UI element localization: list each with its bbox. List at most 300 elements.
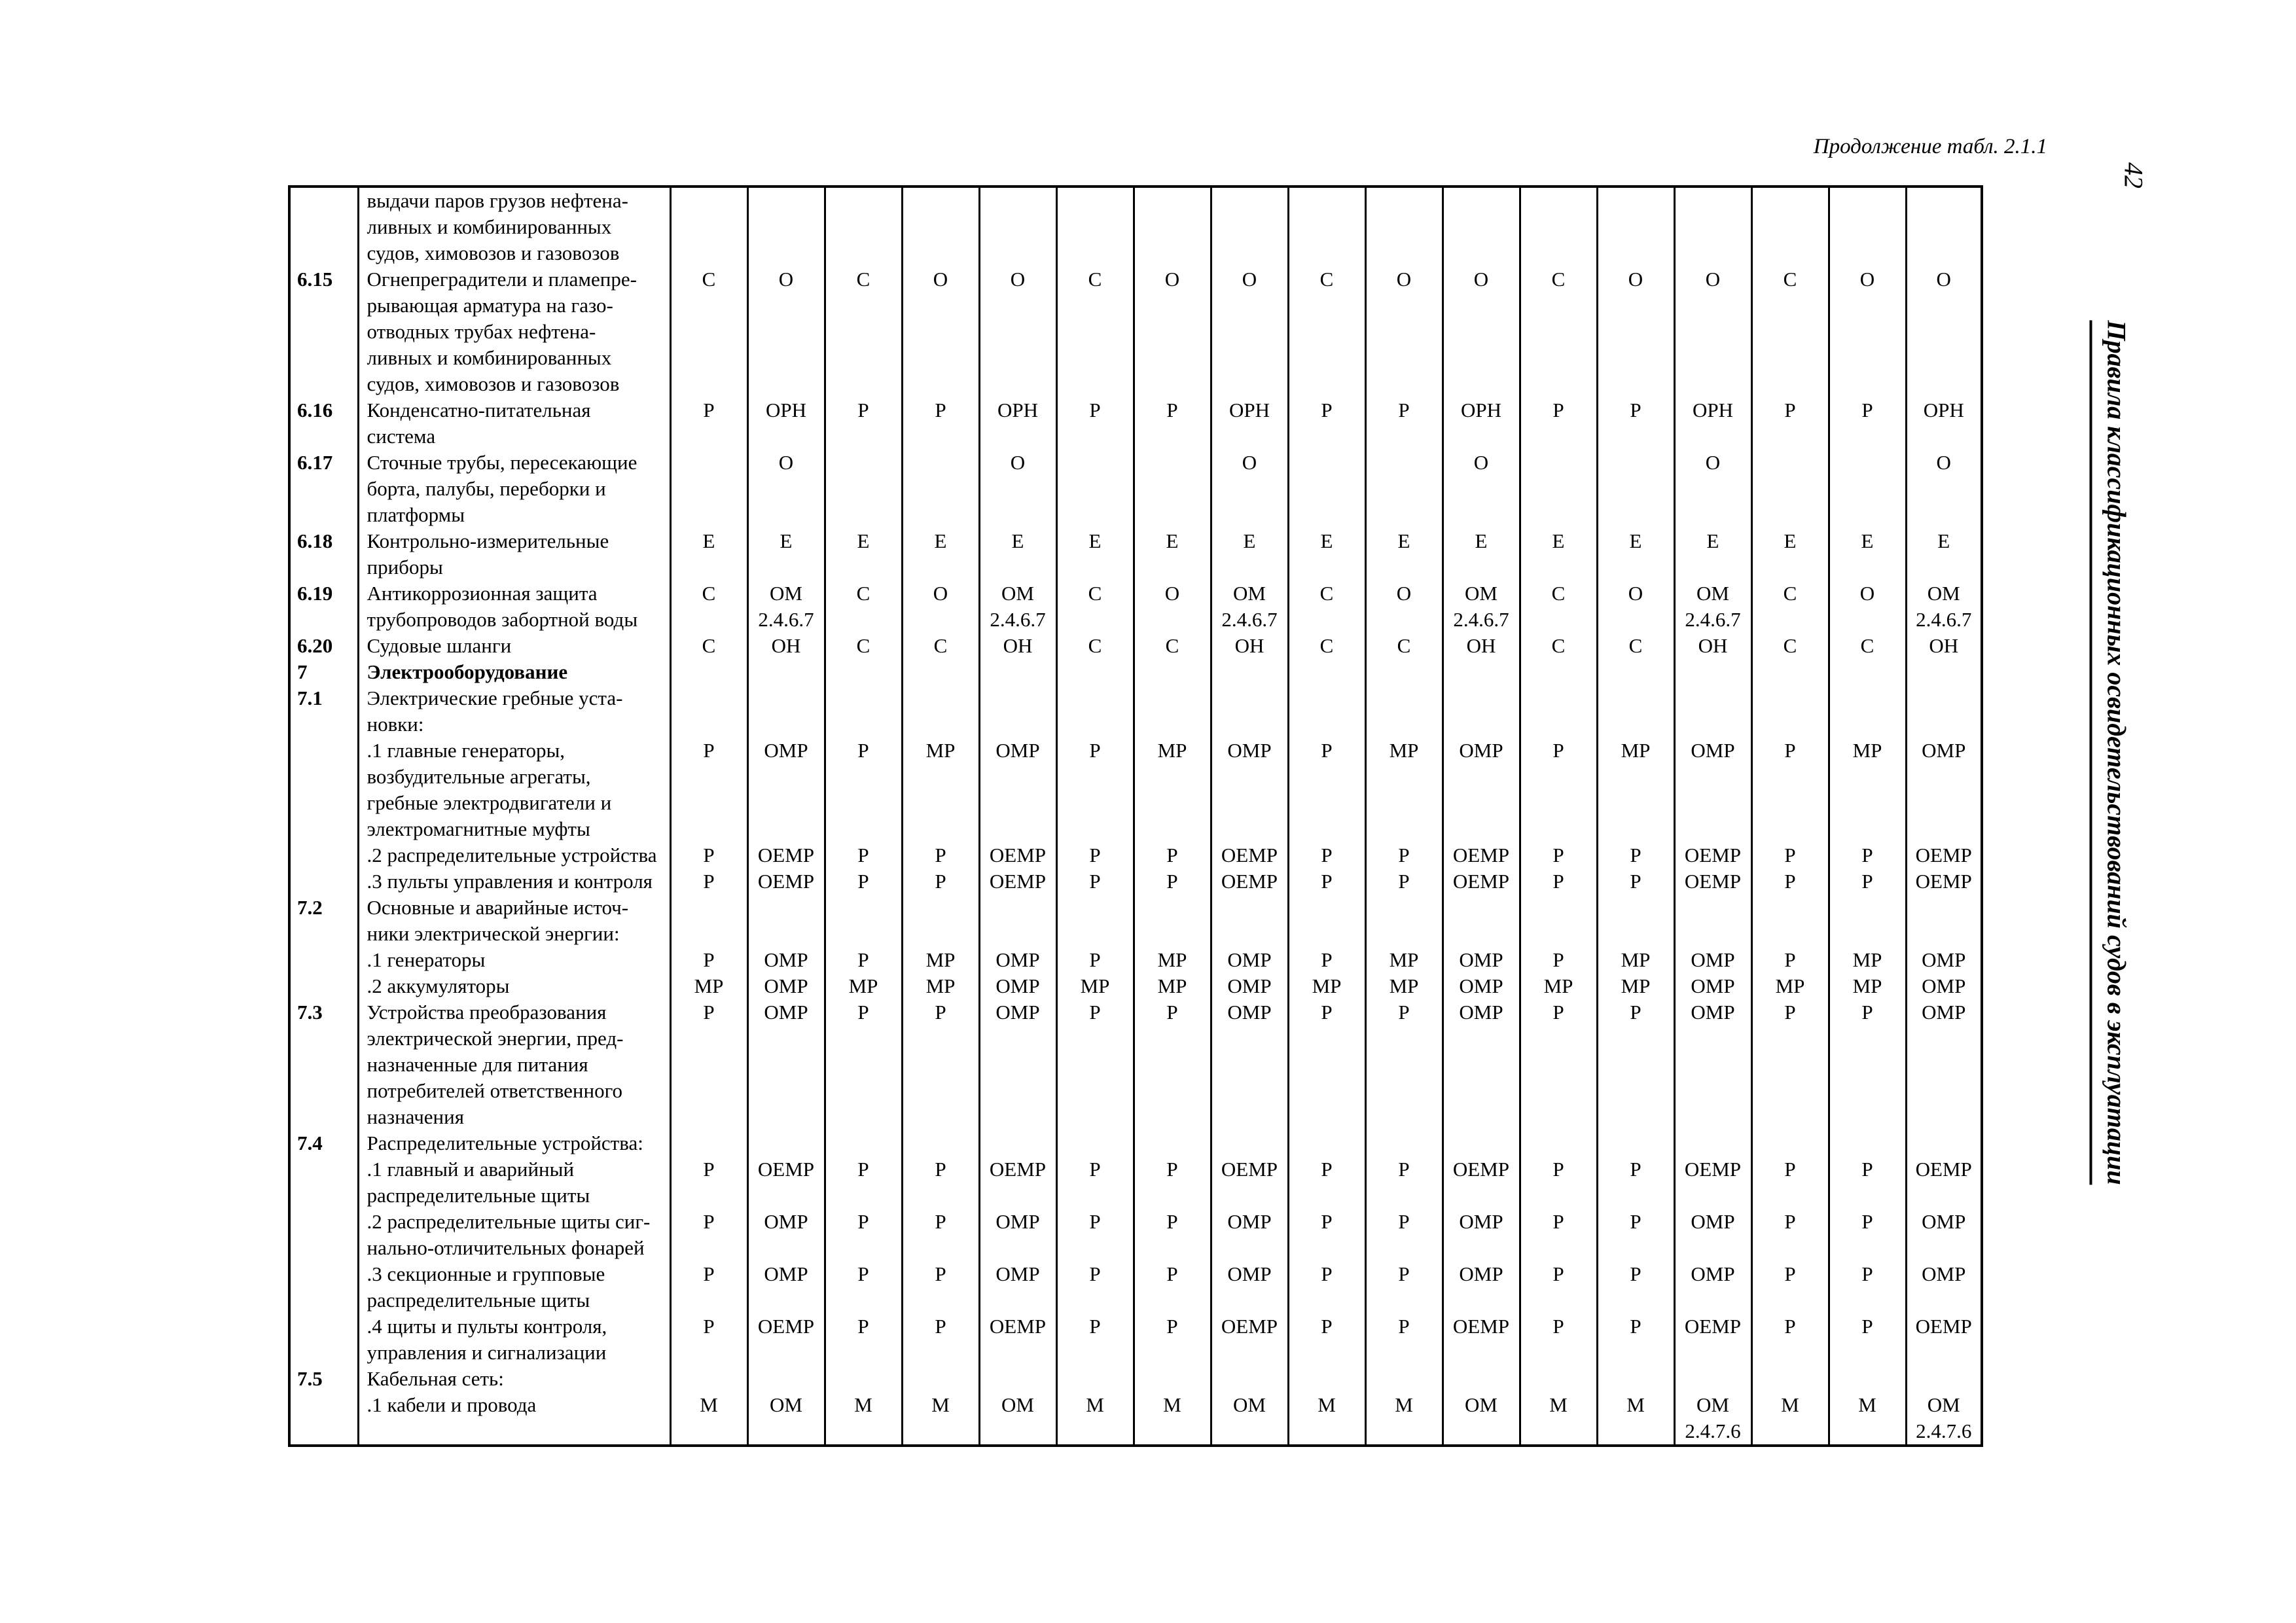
survey-code-cell: ОРН xyxy=(979,397,1056,450)
row-item-name: .1 главные генераторы, возбудительные агрегаты, гребные электродвигатели и электромагнитные муфты xyxy=(358,738,670,842)
survey-code-cell: Р xyxy=(825,1209,902,1261)
row-item-name: .3 пульты управления и контроля xyxy=(358,868,670,895)
survey-code-cell: ОМР xyxy=(1674,1261,1751,1313)
survey-code-cell: ОМ xyxy=(747,1392,825,1446)
survey-code-cell: Р xyxy=(1829,1261,1906,1313)
survey-code-cell: Р xyxy=(902,999,979,1130)
survey-code-cell: Р xyxy=(670,947,747,973)
survey-code-cell xyxy=(1365,1366,1443,1392)
row-item-name: Конденсатно-питательная система xyxy=(358,397,670,450)
survey-code-cell: Р xyxy=(825,999,902,1130)
survey-code-cell xyxy=(1751,659,1829,685)
survey-code-cell: С xyxy=(825,580,902,633)
running-title-text: Правила классификационных освидетельствований судов в эксплуатации xyxy=(2090,320,2132,1185)
survey-code-cell: С xyxy=(670,580,747,633)
survey-code-cell: О xyxy=(1597,580,1674,633)
survey-code-cell xyxy=(670,895,747,947)
survey-code-cell xyxy=(1597,1366,1674,1392)
survey-code-cell xyxy=(1056,685,1134,738)
row-item-name: .2 распределительные устройства xyxy=(358,842,670,868)
survey-code-cell xyxy=(1443,895,1520,947)
survey-code-cell: О xyxy=(1674,266,1751,397)
survey-code-cell xyxy=(670,685,747,738)
row-number xyxy=(289,1156,358,1209)
survey-code-cell: О xyxy=(1134,266,1211,397)
survey-code-cell: С xyxy=(670,633,747,659)
survey-code-cell: ОМР xyxy=(1211,999,1288,1130)
survey-code-cell xyxy=(1597,450,1674,528)
row-number: 7.1 xyxy=(289,685,358,738)
survey-code-cell xyxy=(1134,187,1211,266)
table-row xyxy=(289,1156,1982,1209)
survey-code-cell: МР xyxy=(1597,973,1674,999)
survey-code-cell: ОЕМР xyxy=(979,842,1056,868)
survey-code-cell: Р xyxy=(1288,1313,1365,1366)
survey-code-cell: Е xyxy=(1751,528,1829,580)
survey-code-cell: О xyxy=(1443,450,1520,528)
survey-code-cell: Е xyxy=(1211,528,1288,580)
survey-code-cell: Р xyxy=(670,738,747,842)
survey-code-cell: О xyxy=(1829,580,1906,633)
survey-code-cell: Р xyxy=(1751,947,1829,973)
survey-code-cell: Р xyxy=(1751,397,1829,450)
survey-code-cell: МР xyxy=(1365,947,1443,973)
survey-code-cell: ОМ 2.4.6.7 xyxy=(1674,580,1751,633)
survey-code-cell: Р xyxy=(1520,947,1597,973)
survey-code-cell: М xyxy=(902,1392,979,1446)
survey-code-cell: ОМР xyxy=(979,1261,1056,1313)
survey-code-cell: ОРН xyxy=(1906,397,1982,450)
survey-code-cell: Р xyxy=(1056,738,1134,842)
survey-code-cell: МР xyxy=(1751,973,1829,999)
survey-code-cell xyxy=(1674,1130,1751,1156)
row-item-name: Сточные трубы, пересекающие борта, палубы, переборки и платформы xyxy=(358,450,670,528)
survey-code-cell xyxy=(902,187,979,266)
survey-code-cell: ОРН xyxy=(1211,397,1288,450)
survey-code-cell: Р xyxy=(1288,1261,1365,1313)
survey-code-cell: Е xyxy=(670,528,747,580)
survey-code-cell xyxy=(1829,1366,1906,1392)
table-row xyxy=(289,868,1982,895)
survey-code-cell: С xyxy=(1520,266,1597,397)
survey-code-cell xyxy=(1520,1366,1597,1392)
survey-code-cell: ОМР xyxy=(1211,973,1288,999)
survey-code-cell: МР xyxy=(1597,738,1674,842)
survey-code-cell xyxy=(979,187,1056,266)
survey-code-cell xyxy=(1288,685,1365,738)
survey-code-cell: Р xyxy=(1134,397,1211,450)
survey-code-cell xyxy=(1443,187,1520,266)
survey-code-cell xyxy=(1443,1366,1520,1392)
row-item-name: Огнепреградители и пламепре- рывающая арматура на газо- отводных трубах нефтена- ливных и комбинированных судов, химовозов и газовозов xyxy=(358,266,670,397)
survey-code-cell xyxy=(1674,187,1751,266)
survey-code-cell xyxy=(670,450,747,528)
survey-code-cell xyxy=(1056,659,1134,685)
survey-code-cell: Р xyxy=(670,868,747,895)
row-item-name: .2 аккумуляторы xyxy=(358,973,670,999)
row-item-name: Электрические гребные уста- новки: xyxy=(358,685,670,738)
survey-code-cell: Е xyxy=(902,528,979,580)
survey-code-cell: ОМР xyxy=(1906,947,1982,973)
survey-code-cell: Р xyxy=(1134,999,1211,1130)
survey-code-cell: ОН xyxy=(1443,633,1520,659)
survey-code-cell: ОЕМР xyxy=(1211,868,1288,895)
survey-code-cell: О xyxy=(1134,580,1211,633)
survey-code-cell: Р xyxy=(1597,1156,1674,1209)
survey-code-cell: Р xyxy=(1597,1313,1674,1366)
table-row xyxy=(289,1209,1982,1261)
row-number: 6.18 xyxy=(289,528,358,580)
survey-code-cell: ОМР xyxy=(1906,999,1982,1130)
survey-code-cell: О xyxy=(1211,450,1288,528)
survey-code-cell: С xyxy=(1751,266,1829,397)
survey-code-cell: МР xyxy=(902,947,979,973)
survey-code-cell: ОЕМР xyxy=(747,868,825,895)
survey-code-cell: Р xyxy=(1520,999,1597,1130)
survey-code-cell: О xyxy=(1365,580,1443,633)
survey-code-cell: МР xyxy=(1829,973,1906,999)
survey-code-cell: ОМР xyxy=(1443,1261,1520,1313)
table-row xyxy=(289,842,1982,868)
row-number xyxy=(289,1392,358,1446)
survey-code-cell: Е xyxy=(825,528,902,580)
survey-code-cell: Е xyxy=(747,528,825,580)
survey-code-cell xyxy=(1751,685,1829,738)
survey-code-cell: С xyxy=(1597,633,1674,659)
survey-code-cell: Р xyxy=(825,842,902,868)
table-row xyxy=(289,1130,1982,1156)
survey-code-cell: ОМР xyxy=(1211,1261,1288,1313)
survey-code-cell: ОН xyxy=(979,633,1056,659)
row-number: 7.5 xyxy=(289,1366,358,1392)
survey-code-cell: С xyxy=(1134,633,1211,659)
survey-code-cell: Р xyxy=(1365,842,1443,868)
survey-code-cell: ОМР xyxy=(979,999,1056,1130)
survey-code-cell: Р xyxy=(902,1209,979,1261)
survey-code-cell: МР xyxy=(1520,973,1597,999)
survey-code-cell: Р xyxy=(1056,1156,1134,1209)
survey-code-cell: Р xyxy=(1056,842,1134,868)
survey-code-cell: ОМР xyxy=(1906,1261,1982,1313)
survey-code-cell: Р xyxy=(1288,842,1365,868)
row-number xyxy=(289,868,358,895)
survey-code-cell xyxy=(1056,187,1134,266)
survey-code-cell: ОМР xyxy=(1906,738,1982,842)
survey-code-cell: Р xyxy=(1288,999,1365,1130)
survey-code-cell: Р xyxy=(670,1209,747,1261)
survey-code-cell: О xyxy=(979,266,1056,397)
survey-code-cell: С xyxy=(1288,266,1365,397)
survey-code-cell: Р xyxy=(1288,947,1365,973)
survey-code-cell: ОМР xyxy=(747,738,825,842)
survey-code-cell: О xyxy=(979,450,1056,528)
survey-code-cell xyxy=(1520,450,1597,528)
survey-code-cell xyxy=(1056,895,1134,947)
survey-code-cell: ОМР xyxy=(1443,947,1520,973)
survey-code-cell xyxy=(1597,187,1674,266)
survey-code-cell: Р xyxy=(670,842,747,868)
survey-code-cell: О xyxy=(1443,266,1520,397)
survey-code-cell: ОМ xyxy=(1211,1392,1288,1446)
survey-code-cell: МР xyxy=(1829,738,1906,842)
row-item-name: Электрооборудование xyxy=(358,659,670,685)
survey-code-cell xyxy=(1520,895,1597,947)
survey-code-cell: О xyxy=(747,266,825,397)
survey-code-cell: Р xyxy=(1751,868,1829,895)
survey-code-cell: ОЕМР xyxy=(1674,868,1751,895)
row-item-name: Устройства преобразования электрической энергии, пред- назначенные для питания потребителей ответственного назначения xyxy=(358,999,670,1130)
survey-code-cell: ОН xyxy=(1906,633,1982,659)
survey-code-cell: Р xyxy=(825,397,902,450)
survey-code-cell xyxy=(1288,1366,1365,1392)
survey-code-cell: О xyxy=(902,580,979,633)
survey-code-cell xyxy=(1288,187,1365,266)
survey-code-cell: ОЕМР xyxy=(1443,1156,1520,1209)
survey-code-cell: Р xyxy=(1520,397,1597,450)
table-row xyxy=(289,450,1982,528)
survey-code-cell: Р xyxy=(1056,1209,1134,1261)
survey-code-cell: Е xyxy=(1134,528,1211,580)
survey-code-cell: Р xyxy=(1597,397,1674,450)
survey-code-cell: ОМ 2.4.7.6 xyxy=(1906,1392,1982,1446)
survey-code-cell: М xyxy=(1056,1392,1134,1446)
survey-code-cell: М xyxy=(1597,1392,1674,1446)
survey-code-cell xyxy=(1056,1130,1134,1156)
survey-code-cell: Р xyxy=(1056,1261,1134,1313)
row-number xyxy=(289,973,358,999)
survey-code-cell: С xyxy=(1056,633,1134,659)
survey-code-cell: О xyxy=(1211,266,1288,397)
row-item-name: .1 генераторы xyxy=(358,947,670,973)
survey-code-cell: ОМР xyxy=(1674,738,1751,842)
survey-code-cell: Е xyxy=(1829,528,1906,580)
survey-code-cell: ОМР xyxy=(979,738,1056,842)
survey-code-cell: М xyxy=(1829,1392,1906,1446)
survey-code-cell: Р xyxy=(1829,1209,1906,1261)
survey-code-cell xyxy=(1288,659,1365,685)
survey-code-cell xyxy=(747,895,825,947)
survey-code-cell xyxy=(1134,1130,1211,1156)
survey-code-cell xyxy=(1906,187,1982,266)
survey-code-cell: ОМ 2.4.6.7 xyxy=(1906,580,1982,633)
survey-code-cell: Е xyxy=(1906,528,1982,580)
survey-code-cell xyxy=(1520,187,1597,266)
survey-code-cell: Р xyxy=(902,397,979,450)
survey-code-cell xyxy=(979,1366,1056,1392)
row-item-name: Антикоррозионная защита трубопроводов забортной воды xyxy=(358,580,670,633)
survey-code-cell xyxy=(979,895,1056,947)
survey-code-cell: ОЕМР xyxy=(1211,842,1288,868)
row-number: 6.15 xyxy=(289,266,358,397)
survey-code-cell: ОЕМР xyxy=(747,1156,825,1209)
survey-code-cell xyxy=(1829,895,1906,947)
survey-code-cell: Е xyxy=(1365,528,1443,580)
survey-code-cell xyxy=(1443,685,1520,738)
survey-code-cell: Е xyxy=(1288,528,1365,580)
survey-code-cell xyxy=(1829,450,1906,528)
survey-code-cell: Р xyxy=(902,1261,979,1313)
table-row xyxy=(289,947,1982,973)
row-number xyxy=(289,187,358,266)
survey-code-cell: Е xyxy=(1674,528,1751,580)
survey-code-cell: Е xyxy=(1056,528,1134,580)
table-row xyxy=(289,895,1982,947)
survey-code-cell: ОМ 2.4.6.7 xyxy=(1211,580,1288,633)
survey-code-cell: ОМР xyxy=(747,947,825,973)
survey-code-cell xyxy=(1365,659,1443,685)
survey-code-cell xyxy=(1751,187,1829,266)
survey-code-cell: ОЕМР xyxy=(979,868,1056,895)
row-number xyxy=(289,1209,358,1261)
survey-code-cell: Р xyxy=(1520,1261,1597,1313)
table-row xyxy=(289,1366,1982,1392)
survey-code-cell xyxy=(1056,1366,1134,1392)
survey-code-cell xyxy=(1211,895,1288,947)
survey-code-cell xyxy=(670,187,747,266)
survey-code-cell xyxy=(1211,187,1288,266)
survey-code-cell: Е xyxy=(1520,528,1597,580)
survey-code-cell: С xyxy=(1365,633,1443,659)
survey-code-cell: ОМР xyxy=(1443,999,1520,1130)
survey-code-cell xyxy=(747,1366,825,1392)
survey-code-cell: О xyxy=(1597,266,1674,397)
survey-code-cell: ОЕМР xyxy=(747,842,825,868)
survey-code-cell: Р xyxy=(1829,868,1906,895)
survey-code-cell: ОМ xyxy=(979,1392,1056,1446)
row-number xyxy=(289,1261,358,1313)
survey-code-cell: ОЕМР xyxy=(1211,1156,1288,1209)
survey-code-cell xyxy=(1597,685,1674,738)
survey-code-cell xyxy=(1597,1130,1674,1156)
survey-code-cell: Р xyxy=(1288,738,1365,842)
survey-code-cell: ОЕМР xyxy=(1443,1313,1520,1366)
survey-code-cell: С xyxy=(1288,633,1365,659)
survey-code-cell: Р xyxy=(1751,842,1829,868)
survey-code-cell: Е xyxy=(979,528,1056,580)
survey-code-cell: С xyxy=(1288,580,1365,633)
survey-code-cell: Р xyxy=(1056,999,1134,1130)
survey-code-cell: Р xyxy=(1751,1156,1829,1209)
row-number: 7.3 xyxy=(289,999,358,1130)
row-item-name: выдачи паров грузов нефтена- ливных и комбинированных судов, химовозов и газовозов xyxy=(358,187,670,266)
survey-code-cell: Р xyxy=(1056,947,1134,973)
survey-code-cell xyxy=(825,659,902,685)
survey-code-cell xyxy=(902,450,979,528)
survey-code-cell: Р xyxy=(1520,1209,1597,1261)
survey-code-cell: ОМ 2.4.6.7 xyxy=(1443,580,1520,633)
survey-code-cell: ОЕМР xyxy=(979,1156,1056,1209)
survey-code-cell xyxy=(1288,450,1365,528)
survey-code-cell xyxy=(747,187,825,266)
survey-code-cell: Р xyxy=(825,1156,902,1209)
survey-code-cell: С xyxy=(1520,633,1597,659)
survey-code-cell: ОЕМР xyxy=(1674,842,1751,868)
survey-code-cell: Р xyxy=(1597,1261,1674,1313)
survey-code-cell: Р xyxy=(1829,1156,1906,1209)
survey-code-cell xyxy=(1443,1130,1520,1156)
survey-code-cell: ОМР xyxy=(747,973,825,999)
survey-code-cell: Р xyxy=(670,1313,747,1366)
survey-code-cell: Р xyxy=(1520,1156,1597,1209)
survey-code-cell: МР xyxy=(825,973,902,999)
survey-code-cell: Р xyxy=(1365,868,1443,895)
table-row xyxy=(289,187,1982,266)
survey-code-cell xyxy=(825,685,902,738)
survey-code-cell: ОЕМР xyxy=(1674,1313,1751,1366)
survey-code-cell: С xyxy=(1056,580,1134,633)
survey-code-cell xyxy=(1134,1366,1211,1392)
table-row xyxy=(289,973,1982,999)
survey-code-cell: ОРН xyxy=(1674,397,1751,450)
survey-code-cell: Р xyxy=(1288,1209,1365,1261)
survey-code-cell: ОМР xyxy=(979,973,1056,999)
survey-code-cell: МР xyxy=(670,973,747,999)
survey-code-cell: М xyxy=(1751,1392,1829,1446)
survey-code-cell: Р xyxy=(902,1313,979,1366)
survey-code-cell xyxy=(979,1130,1056,1156)
survey-code-cell: Р xyxy=(1056,868,1134,895)
survey-code-cell: Р xyxy=(1288,1156,1365,1209)
row-item-name: .4 щиты и пульты контроля, управления и сигнализации xyxy=(358,1313,670,1366)
survey-code-cell: Р xyxy=(1365,999,1443,1130)
survey-code-cell xyxy=(902,685,979,738)
survey-code-cell xyxy=(1365,1130,1443,1156)
survey-code-cell: МР xyxy=(1365,973,1443,999)
survey-code-cell: Р xyxy=(1751,1313,1829,1366)
survey-code-cell xyxy=(825,1366,902,1392)
survey-code-cell: ОМ 2.4.6.7 xyxy=(979,580,1056,633)
survey-code-cell: О xyxy=(1365,266,1443,397)
survey-code-cell xyxy=(1829,659,1906,685)
survey-code-cell: Р xyxy=(1751,999,1829,1130)
survey-code-cell: О xyxy=(1674,450,1751,528)
survey-code-cell: ОЕМР xyxy=(1906,1313,1982,1366)
survey-code-cell xyxy=(1751,1366,1829,1392)
survey-code-cell: С xyxy=(825,633,902,659)
survey-code-cell: ОМР xyxy=(1211,947,1288,973)
survey-code-cell xyxy=(1674,659,1751,685)
row-number xyxy=(289,1313,358,1366)
survey-code-cell xyxy=(1288,895,1365,947)
survey-code-cell: ОМР xyxy=(1443,738,1520,842)
survey-code-cell: М xyxy=(1288,1392,1365,1446)
survey-code-cell: Р xyxy=(1288,868,1365,895)
table-row xyxy=(289,685,1982,738)
survey-code-cell: М xyxy=(825,1392,902,1446)
survey-code-cell: ОЕМР xyxy=(979,1313,1056,1366)
row-number: 6.17 xyxy=(289,450,358,528)
survey-code-cell: Р xyxy=(670,1156,747,1209)
survey-code-cell: МР xyxy=(1056,973,1134,999)
survey-code-cell xyxy=(1211,1366,1288,1392)
survey-code-cell: ОМР xyxy=(979,1209,1056,1261)
survey-code-cell xyxy=(1751,1130,1829,1156)
survey-code-cell xyxy=(1056,450,1134,528)
survey-code-cell xyxy=(670,659,747,685)
row-item-name: .2 распределительные щиты сиг- нально-отличительных фонарей xyxy=(358,1209,670,1261)
survey-code-cell xyxy=(1674,895,1751,947)
survey-code-cell: ОЕМР xyxy=(1443,868,1520,895)
survey-code-cell: Е xyxy=(1443,528,1520,580)
survey-code-cell: Р xyxy=(1829,397,1906,450)
survey-code-cell: ОМР xyxy=(1211,738,1288,842)
table-row xyxy=(289,266,1982,397)
survey-code-cell: МР xyxy=(1134,973,1211,999)
row-number xyxy=(289,842,358,868)
survey-code-cell: Р xyxy=(1597,999,1674,1130)
survey-code-cell: ОРН xyxy=(747,397,825,450)
survey-code-cell xyxy=(902,1130,979,1156)
